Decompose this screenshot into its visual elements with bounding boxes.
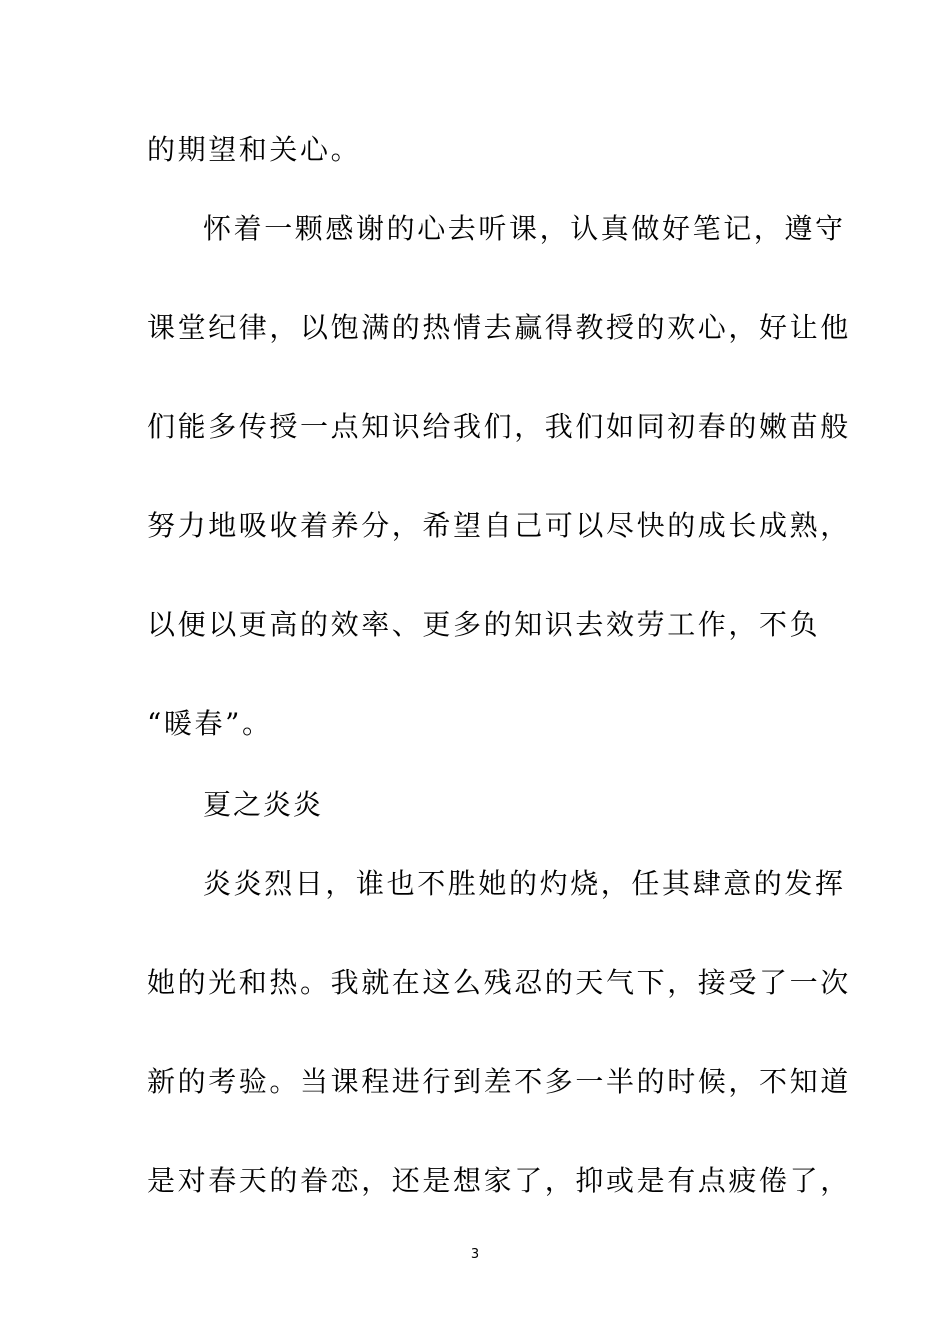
text-line: 们能多传授一点知识给我们，我们如同初春的嫩苗般 <box>147 410 851 443</box>
text-line: 课堂纪律，以饱满的热情去赢得教授的欢心，好让他 <box>147 311 851 344</box>
paragraph-start-line: 炎炎烈日，谁也不胜她的灼烧，任其肆意的发挥 <box>203 867 846 900</box>
text-line: 努力地吸收着养分，希望自己可以尽快的成长成熟， <box>147 509 851 542</box>
text-line: 她的光和热。我就在这么残忍的天气下，接受了一次 <box>147 966 851 999</box>
section-heading: 夏之炎炎 <box>203 788 324 821</box>
text-line: “暖春”。 <box>147 707 273 740</box>
text-line: 以便以更高的效率、更多的知识去效劳工作，不负 <box>147 608 821 641</box>
text-line: 的期望和关心。 <box>147 133 362 166</box>
paragraph-start-line: 怀着一颗感谢的心去听课，认真做好笔记，遵守 <box>203 212 846 245</box>
text-line: 是对春天的眷恋，还是想家了，抑或是有点疲倦了， <box>147 1164 851 1197</box>
text-line: 新的考验。当课程进行到差不多一半的时候，不知道 <box>147 1065 851 1098</box>
page-number: 3 <box>470 1247 480 1262</box>
